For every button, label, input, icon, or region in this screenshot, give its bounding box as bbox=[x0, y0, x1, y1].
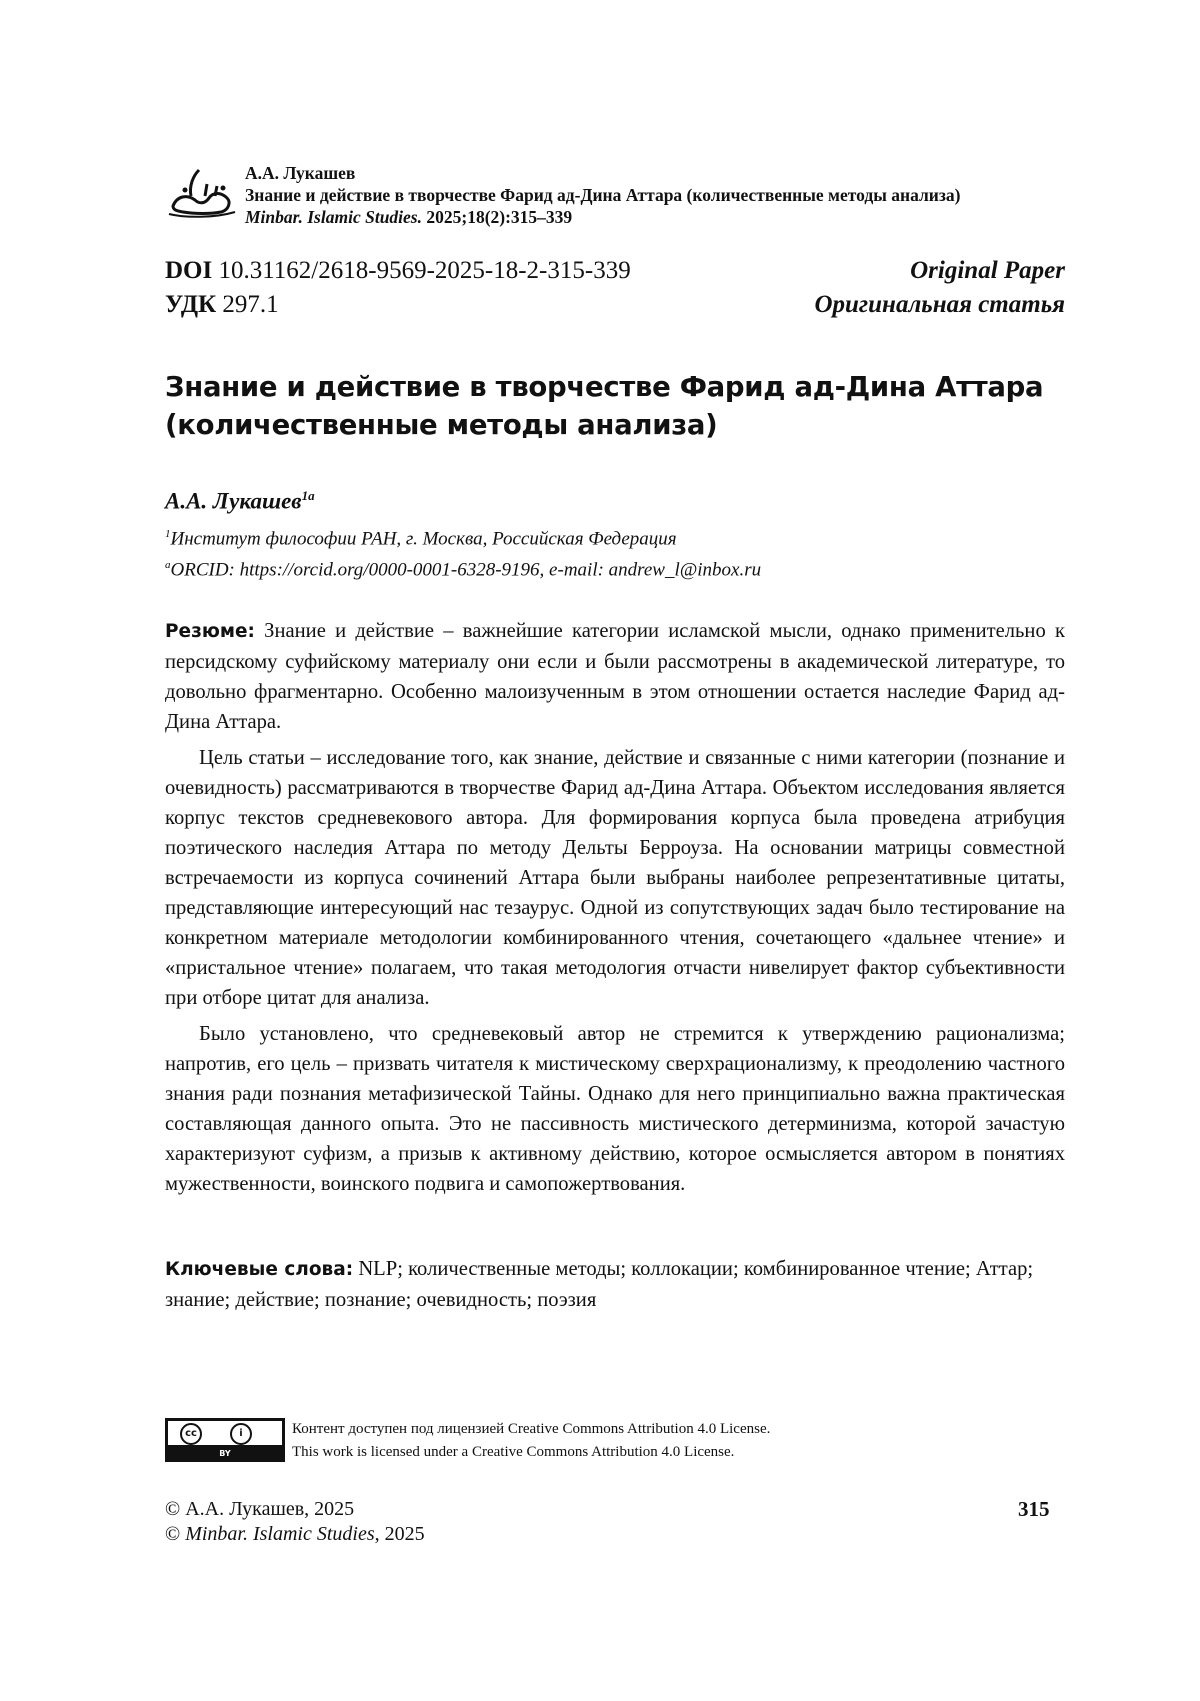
journal-logo-icon bbox=[165, 166, 237, 220]
title-line-1: Знание и действие в творчестве Фарид ад-Дина Аттара bbox=[165, 368, 1065, 406]
article-type-ru: Оригинальная статья bbox=[814, 288, 1065, 322]
copyright-journal-line bbox=[165, 1522, 425, 1547]
copyright-block bbox=[165, 1497, 425, 1547]
header-author: А.А. Лукашев bbox=[245, 162, 961, 184]
abstract-paragraph-2: Цель статьи – исследование того, как знание, действие и связанные с ними категории (познание и очевидность) рассматриваются в творчестве Фарид ад-Дина Аттара. Объектом исследования является корпус текстов средневекового автора. Для формирования корпуса была проведена атрибуция поэтического наследия Аттара по методу Дельты Берроуза. На основании матрицы совместной встречаемости из корпуса сочинений Аттара были выбраны наиболее репрезентативные цитаты, представляющие интересующий нас тезаурус. Одной из сопутствующих задач было тестирование на конкретном материале методологии комбинированного чтения, сочетающего «дальнее чтение» и «пристальное чтение» полагаем, что такая методология отчасти нивелирует фактор субъективности при отборе цитат для анализа. bbox=[165, 743, 1065, 1013]
page-number: 315 bbox=[1018, 1497, 1050, 1522]
license-text bbox=[292, 1418, 770, 1464]
keywords bbox=[165, 1254, 1065, 1315]
affiliation-mark: 1 bbox=[165, 528, 171, 540]
author-affiliations bbox=[165, 521, 761, 584]
copyright-author: © А.А. Лукашев, 2025 bbox=[165, 1497, 425, 1522]
affiliation-line bbox=[165, 521, 761, 552]
keywords-label: Ключевые слова: bbox=[165, 1259, 353, 1280]
affiliation: Институт философии РАН, г. Москва, Российская Федерация bbox=[171, 528, 677, 549]
orcid-email[interactable]: ORCID: https://orcid.org/0000-0001-6328-9196, e-mail: andrew_l@inbox.ru bbox=[171, 560, 762, 581]
cc-badge-top bbox=[166, 1419, 284, 1447]
header-citation bbox=[245, 206, 961, 228]
doi-value[interactable]: 10.31162/2618-9569-2025-18-2-315-339 bbox=[218, 257, 630, 284]
abstract-paragraph-3: Было установлено, что средневековый автор не стремится к утверждению рационализма; напротив, его цель – призвать читателя к мистическому сверхрационализму, к преодолению частного знания ради познания метафизической Тайны. Однако для него принципиально важна практическая составляющая данного опыта. Это не пассивность мистического детерминизма, которой зачастую характеризуют суфизм, а призыв к активному действию, которое осмысляется автором в понятиях мужественности, воинского подвига и самопожертвования. bbox=[165, 1019, 1065, 1199]
header-citation-value: 2025;18(2):315–339 bbox=[426, 207, 572, 227]
cc-by-label: BY bbox=[166, 1447, 284, 1461]
udk-value: 297.1 bbox=[222, 291, 278, 318]
header-article-title: Знание и действие в творчестве Фарид ад-Дина Аттара (количественные методы анализа) bbox=[245, 184, 961, 206]
doi-line bbox=[165, 254, 631, 288]
attribution-icon: i bbox=[230, 1423, 252, 1445]
article-page bbox=[0, 0, 1200, 1701]
udk-line bbox=[165, 288, 279, 322]
udk-label: УДК bbox=[165, 291, 216, 318]
article-type-en: Original Paper bbox=[910, 254, 1065, 288]
header-journal: Minbar. Islamic Studies. bbox=[245, 207, 422, 227]
abstract-label: Резюме: bbox=[165, 621, 255, 642]
abstract-text-1: Знание и действие – важнейшие категории исламской мысли, однако применительно к персидскому суфийскому материалу они если и были рассмотрены в академической литературе, то довольно фрагментарно. Особенно малоизученным в этом отношении остается наследие Фарид ад-Дина Аттара. bbox=[165, 620, 1065, 733]
author-name: А.А. Лукашев bbox=[165, 489, 302, 514]
title-line-2: (количественные методы анализа) bbox=[165, 406, 1065, 444]
keywords-text: NLP; количественные методы; коллокации; комбинированное чтение; Аттар; знание; действие; познание; очевидность; поэзия bbox=[165, 1258, 1033, 1311]
doi-label: DOI bbox=[165, 257, 212, 284]
license-line-en: This work is licensed under a Creative Commons Attribution 4.0 License. bbox=[292, 1441, 770, 1464]
cc-by-badge[interactable] bbox=[165, 1418, 285, 1462]
abstract-paragraph-1 bbox=[165, 616, 1065, 737]
author-marks: 1a bbox=[302, 488, 315, 503]
abstract bbox=[165, 616, 1065, 1205]
copyright-symbol: © bbox=[165, 1523, 180, 1545]
orcid-line bbox=[165, 552, 761, 583]
copyright-year: , 2025 bbox=[375, 1523, 425, 1545]
article-title bbox=[165, 368, 1065, 444]
orcid-mark: a bbox=[165, 559, 171, 571]
copyright-journal: Minbar. Islamic Studies bbox=[185, 1523, 374, 1545]
license-line-ru: Контент доступен под лицензией Creative Commons Attribution 4.0 License. bbox=[292, 1418, 770, 1441]
cc-icon: cc bbox=[180, 1423, 202, 1445]
author-name-line bbox=[165, 488, 315, 515]
